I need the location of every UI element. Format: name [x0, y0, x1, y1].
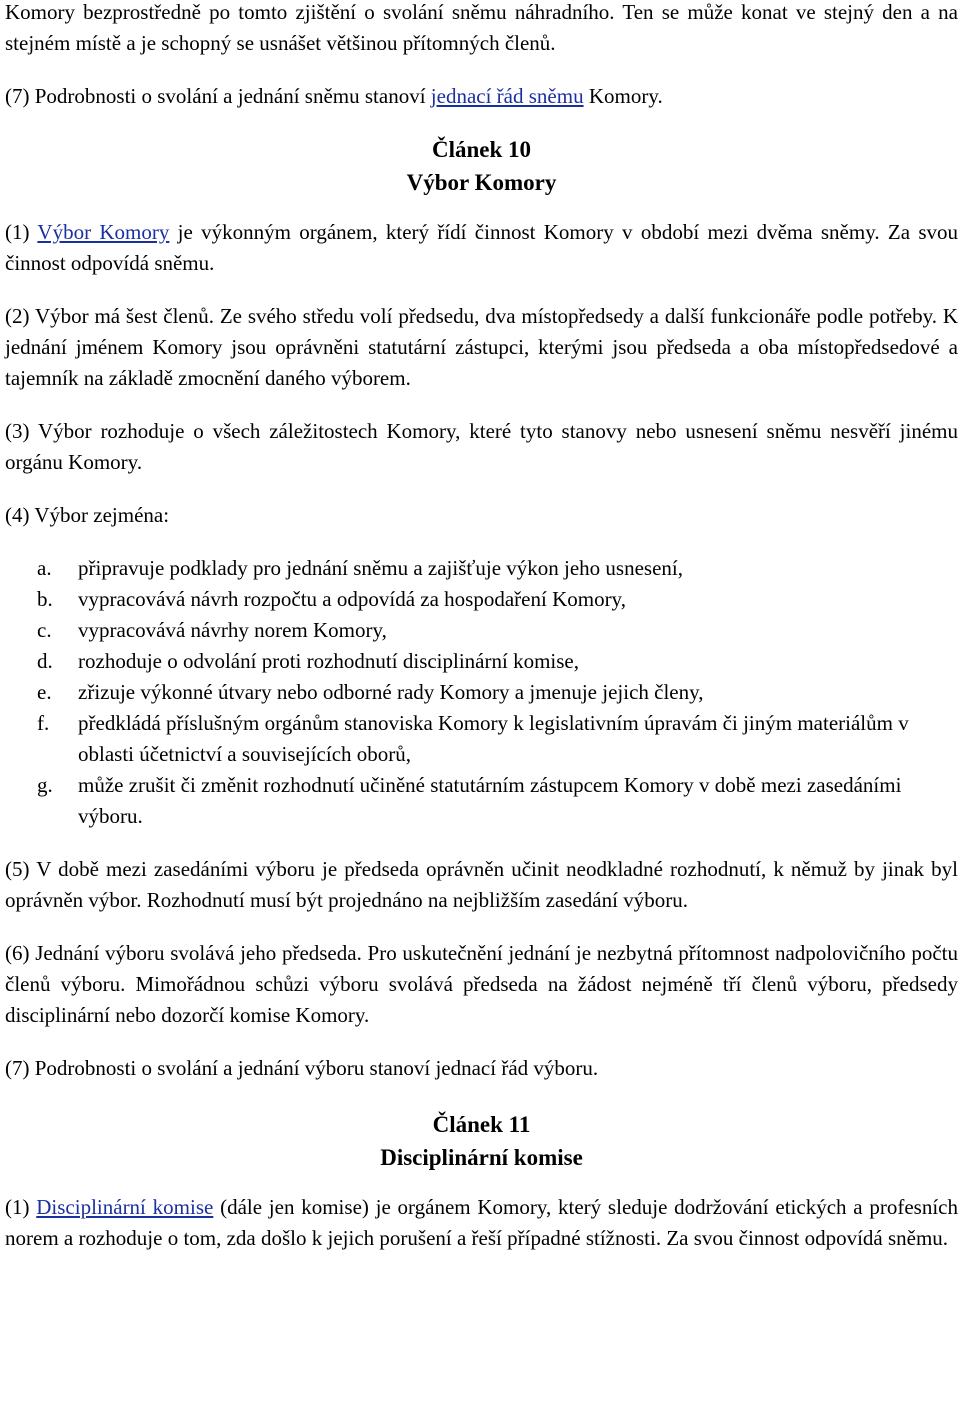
list-item [5, 708, 958, 770]
list-item-text: může zrušit či změnit rozhodnutí učiněné statutárním zástupcem Komory v době mezi zasedáními výboru. [78, 773, 902, 828]
list-marker: c. [37, 618, 52, 642]
list-item [5, 646, 958, 677]
article-10-subtitle: Výbor Komory [406, 170, 557, 195]
list-item [5, 615, 958, 646]
link-jednaci-rad-snemu[interactable]: jednací řád sněmu [430, 84, 584, 108]
document-page [5, 0, 958, 1254]
duties-list [5, 553, 958, 832]
list-item [5, 677, 958, 708]
article-10-paragraph-4: (4) Výbor zejména: [5, 503, 170, 527]
text-run: (1) [5, 1195, 37, 1219]
article-10-paragraph-1 [5, 217, 958, 279]
article-11-title: Článek 11 [432, 1112, 531, 1137]
list-item-text: zřizuje výkonné útvary nebo odborné rady Komory a jmenuje jejich členy, [78, 680, 704, 704]
list-marker: f. [37, 711, 50, 735]
article-10-paragraph-2: (2) Výbor má šest členů. Ze svého středu volí předsedu, dva místopředsedy a další funkcionáře podle potřeby. K jednání jménem Komory jsou oprávněni statutární zástupci, kterými jsou předseda a oba místopředsedové a tajemník na základě zmocnění daného výborem. [5, 304, 958, 390]
list-item-text: rozhoduje o odvolání proti rozhodnutí disciplinární komise, [78, 649, 579, 673]
list-item [5, 584, 958, 615]
text-run: (dále jen komise) je orgánem Komory, který sleduje dodržování etických a profesních norem a rozhoduje o tom, zda došlo k jejich porušení a řeší případné stížnosti. Za svou činnost odpovídá sněmu. [5, 1195, 959, 1250]
list-item [5, 553, 958, 584]
intro-paragraph-7 [5, 81, 958, 112]
list-item-text: předkládá příslušným orgánům stanoviska Komory k legislativním úpravám či jiným materiálům v oblasti účetnictví a souvisejících oborů, [78, 711, 909, 766]
list-item-text: připravuje podklady pro jednání sněmu a zajišťuje výkon jeho usnesení, [78, 556, 683, 580]
text-run: Komory. [583, 84, 663, 108]
link-vybor-komory[interactable]: Výbor Komory [37, 220, 170, 244]
list-marker: d. [37, 649, 53, 673]
link-disciplinarni-komise[interactable]: Disciplinární komise [36, 1195, 214, 1219]
text-run: (1) [5, 220, 38, 244]
list-marker: b. [37, 587, 53, 611]
article-10-paragraph-7: (7) Podrobnosti o svolání a jednání výboru stanoví jednací řád výboru. [5, 1056, 599, 1080]
article-10-paragraph-6: (6) Jednání výboru svolává jeho předseda. Pro uskutečnění jednání je nezbytná přítomnost nadpolovičního počtu členů výboru. Mimořádnou schůzi výboru svolává předseda na žádost nejméně tří členů výboru, předsedy disciplinární nebo dozorčí komise Komory. [5, 941, 958, 1027]
article-10-paragraph-5: (5) V době mezi zasedáními výboru je předseda oprávněn učinit neodkladné rozhodnutí, k němuž by jinak byl oprávněn výbor. Rozhodnutí musí být projednáno na nejbližším zasedání výboru. [5, 857, 958, 912]
article-10-title: Článek 10 [431, 137, 532, 162]
list-marker: e. [37, 680, 52, 704]
list-item-text: vypracovává návrh rozpočtu a odpovídá za hospodaření Komory, [78, 587, 626, 611]
text-run: je výkonným orgánem, který řídí činnost Komory v období mezi dvěma sněmy. Za svou činnost odpovídá sněmu. [5, 220, 958, 275]
intro-continuation: Komory bezprostředně po tomto zjištění o svolání sněmu náhradního. Ten se může konat ve stejný den a na stejném místě a je schopný se usnášet většinou přítomných členů. [5, 0, 958, 55]
article-10-paragraph-3: (3) Výbor rozhoduje o všech záležitostech Komory, které tyto stanovy nebo usnesení sněmu nesvěří jinému orgánu Komory. [5, 419, 958, 474]
list-item [5, 770, 958, 832]
list-marker: g. [37, 773, 53, 797]
article-11-paragraph-1 [5, 1192, 958, 1254]
text-run: (7) Podrobnosti o svolání a jednání sněmu stanoví [5, 84, 431, 108]
list-marker: a. [37, 556, 52, 580]
list-item-text: vypracovává návrhy norem Komory, [78, 618, 387, 642]
article-11-subtitle: Disciplinární komise [380, 1145, 583, 1170]
